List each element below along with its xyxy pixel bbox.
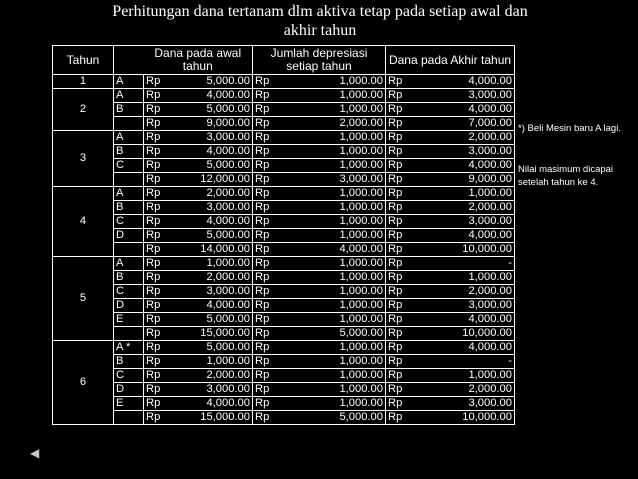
cell-awal: 12,000.00 (172, 173, 253, 187)
table-row (53, 327, 515, 341)
cell-currency: Rp (253, 103, 282, 117)
cell-currency: Rp (144, 411, 173, 425)
cell-currency: Rp (253, 341, 282, 355)
table-row (53, 257, 515, 271)
cell-currency: Rp (144, 285, 173, 299)
cell-machine: B (114, 145, 144, 159)
cell-depresiasi: 1,000.00 (281, 299, 386, 313)
cell-akhir: 1,000.00 (414, 369, 515, 383)
cell-depresiasi: 1,000.00 (281, 271, 386, 285)
cell-depresiasi: 1,000.00 (281, 215, 386, 229)
cell-akhir: 4,000.00 (414, 159, 515, 173)
table-row (53, 131, 515, 145)
cell-machine: E (114, 313, 144, 327)
cell-currency: Rp (386, 117, 415, 131)
cell-akhir: 10,000.00 (414, 327, 515, 341)
cell-tahun: 6 (53, 341, 114, 425)
cell-machine: E (114, 397, 144, 411)
cell-awal: 3,000.00 (172, 285, 253, 299)
cell-currency: Rp (144, 313, 173, 327)
cell-akhir: 3,000.00 (414, 145, 515, 159)
cell-currency: Rp (253, 215, 282, 229)
cell-currency: Rp (144, 383, 173, 397)
cell-currency: Rp (386, 257, 415, 271)
cell-currency: Rp (144, 355, 173, 369)
cell-depresiasi: 1,000.00 (281, 145, 386, 159)
cell-awal: 2,000.00 (172, 187, 253, 201)
cell-currency: Rp (386, 75, 415, 89)
cell-depresiasi: 1,000.00 (281, 383, 386, 397)
note-new-machine: *) Beli Mesin baru A lagi. (518, 123, 621, 134)
cell-currency: Rp (253, 271, 282, 285)
cell-currency: Rp (386, 383, 415, 397)
cell-awal: 14,000.00 (172, 243, 253, 257)
table-body (53, 75, 515, 425)
cell-currency: Rp (144, 103, 173, 117)
cell-awal: 1,000.00 (172, 257, 253, 271)
cell-tahun: 4 (53, 187, 114, 257)
cell-currency: Rp (386, 131, 415, 145)
cell-machine: A (114, 131, 144, 145)
cell-currency: Rp (253, 117, 282, 131)
cell-akhir: 4,000.00 (414, 341, 515, 355)
cell-currency: Rp (253, 75, 282, 89)
cell-akhir: 2,000.00 (414, 201, 515, 215)
cell-machine: D (114, 229, 144, 243)
table-row (53, 299, 515, 313)
table-row (53, 117, 515, 131)
table-row (53, 89, 515, 103)
header-awal: Dana pada awal tahun (144, 46, 253, 75)
cell-akhir: 10,000.00 (414, 411, 515, 425)
header-depresiasi: Jumlah depresiasi setiap tahun (253, 46, 386, 75)
cell-tahun: 3 (53, 131, 114, 187)
cell-currency: Rp (144, 299, 173, 313)
cell-awal: 1,000.00 (172, 355, 253, 369)
cell-machine: D (114, 383, 144, 397)
cell-currency: Rp (386, 271, 415, 285)
cell-machine: A (114, 257, 144, 271)
cell-currency: Rp (386, 187, 415, 201)
table-row (53, 159, 515, 173)
cell-currency: Rp (386, 103, 415, 117)
cell-awal: 3,000.00 (172, 201, 253, 215)
cell-tahun: 2 (53, 89, 114, 131)
table-row (53, 285, 515, 299)
cell-currency: Rp (386, 201, 415, 215)
cell-currency: Rp (253, 299, 282, 313)
cell-currency: Rp (144, 173, 173, 187)
cell-akhir: 2,000.00 (414, 131, 515, 145)
table-row (53, 411, 515, 425)
cell-currency: Rp (253, 243, 282, 257)
header-tahun: Tahun (53, 46, 114, 75)
cell-currency: Rp (386, 341, 415, 355)
cell-currency: Rp (144, 327, 173, 341)
cell-currency: Rp (144, 145, 173, 159)
cell-awal: 4,000.00 (172, 215, 253, 229)
cell-akhir: 1,000.00 (414, 187, 515, 201)
cell-currency: Rp (144, 271, 173, 285)
cell-akhir: 4,000.00 (414, 313, 515, 327)
cell-currency: Rp (144, 397, 173, 411)
cell-akhir: 3,000.00 (414, 89, 515, 103)
table-row (53, 229, 515, 243)
cell-currency: Rp (253, 369, 282, 383)
cell-currency: Rp (253, 383, 282, 397)
cell-depresiasi: 1,000.00 (281, 187, 386, 201)
cell-currency: Rp (253, 285, 282, 299)
cell-currency: Rp (386, 215, 415, 229)
cell-currency: Rp (253, 313, 282, 327)
cell-awal: 4,000.00 (172, 145, 253, 159)
cell-machine (114, 411, 144, 425)
slide-nav-icon[interactable]: ◀ (30, 446, 40, 460)
cell-currency: Rp (144, 215, 173, 229)
cell-tahun: 1 (53, 75, 114, 89)
cell-depresiasi: 5,000.00 (281, 411, 386, 425)
cell-akhir: 7,000.00 (414, 117, 515, 131)
cell-machine: D (114, 299, 144, 313)
cell-akhir: 9,000.00 (414, 173, 515, 187)
cell-awal: 3,000.00 (172, 131, 253, 145)
cell-machine: B (114, 271, 144, 285)
cell-depresiasi: 2,000.00 (281, 117, 386, 131)
cell-currency: Rp (386, 89, 415, 103)
cell-awal: 5,000.00 (172, 229, 253, 243)
cell-awal: 5,000.00 (172, 103, 253, 117)
note-max-value: Nilai masimum dicapai setelah tahun ke 4. (518, 164, 614, 188)
cell-machine: C (114, 215, 144, 229)
cell-depresiasi: 4,000.00 (281, 243, 386, 257)
cell-currency: Rp (386, 159, 415, 173)
cell-currency: Rp (144, 89, 173, 103)
cell-akhir: 1,000.00 (414, 271, 515, 285)
cell-currency: Rp (144, 201, 173, 215)
cell-machine: C (114, 369, 144, 383)
cell-machine (114, 173, 144, 187)
cell-currency: Rp (386, 285, 415, 299)
cell-currency: Rp (253, 201, 282, 215)
cell-akhir: 2,000.00 (414, 285, 515, 299)
table-row (53, 201, 515, 215)
cell-awal: 5,000.00 (172, 313, 253, 327)
cell-depresiasi: 1,000.00 (281, 355, 386, 369)
cell-machine: A (114, 89, 144, 103)
header-spacer (114, 46, 144, 75)
cell-depresiasi: 1,000.00 (281, 89, 386, 103)
cell-currency: Rp (144, 243, 173, 257)
cell-machine: B (114, 103, 144, 117)
table-header-row (53, 46, 515, 75)
cell-machine: A * (114, 341, 144, 355)
cell-awal: 3,000.00 (172, 383, 253, 397)
cell-akhir: 4,000.00 (414, 75, 515, 89)
cell-currency: Rp (144, 341, 173, 355)
cell-currency: Rp (253, 159, 282, 173)
cell-awal: 4,000.00 (172, 397, 253, 411)
cell-akhir: 4,000.00 (414, 229, 515, 243)
cell-awal: 5,000.00 (172, 341, 253, 355)
cell-akhir: 4,000.00 (414, 103, 515, 117)
cell-awal: 5,000.00 (172, 75, 253, 89)
cell-currency: Rp (253, 229, 282, 243)
cell-machine (114, 327, 144, 341)
cell-currency: Rp (386, 369, 415, 383)
cell-currency: Rp (386, 229, 415, 243)
table-row (53, 103, 515, 117)
cell-currency: Rp (386, 411, 415, 425)
table-row (53, 355, 515, 369)
cell-awal: 2,000.00 (172, 369, 253, 383)
cell-depresiasi: 5,000.00 (281, 327, 386, 341)
cell-depresiasi: 1,000.00 (281, 257, 386, 271)
cell-akhir: - (414, 355, 515, 369)
cell-depresiasi: 1,000.00 (281, 341, 386, 355)
cell-currency: Rp (386, 299, 415, 313)
cell-currency: Rp (144, 75, 173, 89)
cell-currency: Rp (386, 327, 415, 341)
cell-currency: Rp (253, 397, 282, 411)
table-row (53, 215, 515, 229)
cell-akhir: 3,000.00 (414, 299, 515, 313)
table-row (53, 397, 515, 411)
table-row (53, 187, 515, 201)
cell-depresiasi: 1,000.00 (281, 75, 386, 89)
depreciation-table (52, 45, 515, 425)
cell-currency: Rp (144, 229, 173, 243)
cell-currency: Rp (144, 369, 173, 383)
header-akhir: Dana pada Akhir tahun (386, 46, 515, 75)
table-row (53, 341, 515, 355)
cell-depresiasi: 1,000.00 (281, 313, 386, 327)
cell-machine: A (114, 75, 144, 89)
table-row (53, 75, 515, 89)
cell-awal: 2,000.00 (172, 271, 253, 285)
cell-depresiasi: 1,000.00 (281, 369, 386, 383)
cell-akhir: 2,000.00 (414, 383, 515, 397)
cell-akhir: 3,000.00 (414, 397, 515, 411)
cell-machine: A (114, 187, 144, 201)
cell-depresiasi: 1,000.00 (281, 201, 386, 215)
cell-depresiasi: 1,000.00 (281, 103, 386, 117)
cell-currency: Rp (253, 327, 282, 341)
cell-machine: C (114, 285, 144, 299)
cell-machine (114, 243, 144, 257)
table-row (53, 271, 515, 285)
table-row (53, 369, 515, 383)
cell-currency: Rp (253, 257, 282, 271)
cell-depresiasi: 1,000.00 (281, 397, 386, 411)
cell-currency: Rp (144, 257, 173, 271)
cell-currency: Rp (253, 131, 282, 145)
table-row (53, 145, 515, 159)
cell-machine: B (114, 355, 144, 369)
cell-currency: Rp (253, 411, 282, 425)
cell-currency: Rp (253, 355, 282, 369)
cell-currency: Rp (144, 159, 173, 173)
cell-awal: 9,000.00 (172, 117, 253, 131)
cell-currency: Rp (386, 145, 415, 159)
cell-currency: Rp (144, 187, 173, 201)
cell-currency: Rp (386, 355, 415, 369)
cell-depresiasi: 1,000.00 (281, 285, 386, 299)
cell-machine: B (114, 201, 144, 215)
cell-currency: Rp (253, 145, 282, 159)
cell-depresiasi: 1,000.00 (281, 159, 386, 173)
cell-depresiasi: 1,000.00 (281, 229, 386, 243)
cell-depresiasi: 3,000.00 (281, 173, 386, 187)
cell-akhir: - (414, 257, 515, 271)
cell-currency: Rp (253, 187, 282, 201)
cell-akhir: 10,000.00 (414, 243, 515, 257)
table-row (53, 173, 515, 187)
cell-akhir: 3,000.00 (414, 215, 515, 229)
cell-machine (114, 117, 144, 131)
cell-awal: 4,000.00 (172, 299, 253, 313)
cell-awal: 15,000.00 (172, 327, 253, 341)
cell-currency: Rp (144, 117, 173, 131)
cell-currency: Rp (253, 173, 282, 187)
cell-currency: Rp (386, 173, 415, 187)
cell-currency: Rp (253, 89, 282, 103)
cell-currency: Rp (386, 397, 415, 411)
cell-currency: Rp (386, 243, 415, 257)
table-row (53, 243, 515, 257)
cell-depresiasi: 1,000.00 (281, 131, 386, 145)
cell-awal: 4,000.00 (172, 89, 253, 103)
table-row (53, 383, 515, 397)
table-row (53, 313, 515, 327)
cell-machine: C (114, 159, 144, 173)
cell-currency: Rp (144, 131, 173, 145)
cell-currency: Rp (386, 313, 415, 327)
cell-awal: 15,000.00 (172, 411, 253, 425)
slide-title: Perhitungan dana tertanam dlm aktiva tetap pada setiap awal dan akhir tahun (112, 3, 528, 39)
cell-tahun: 5 (53, 257, 114, 341)
cell-awal: 5,000.00 (172, 159, 253, 173)
